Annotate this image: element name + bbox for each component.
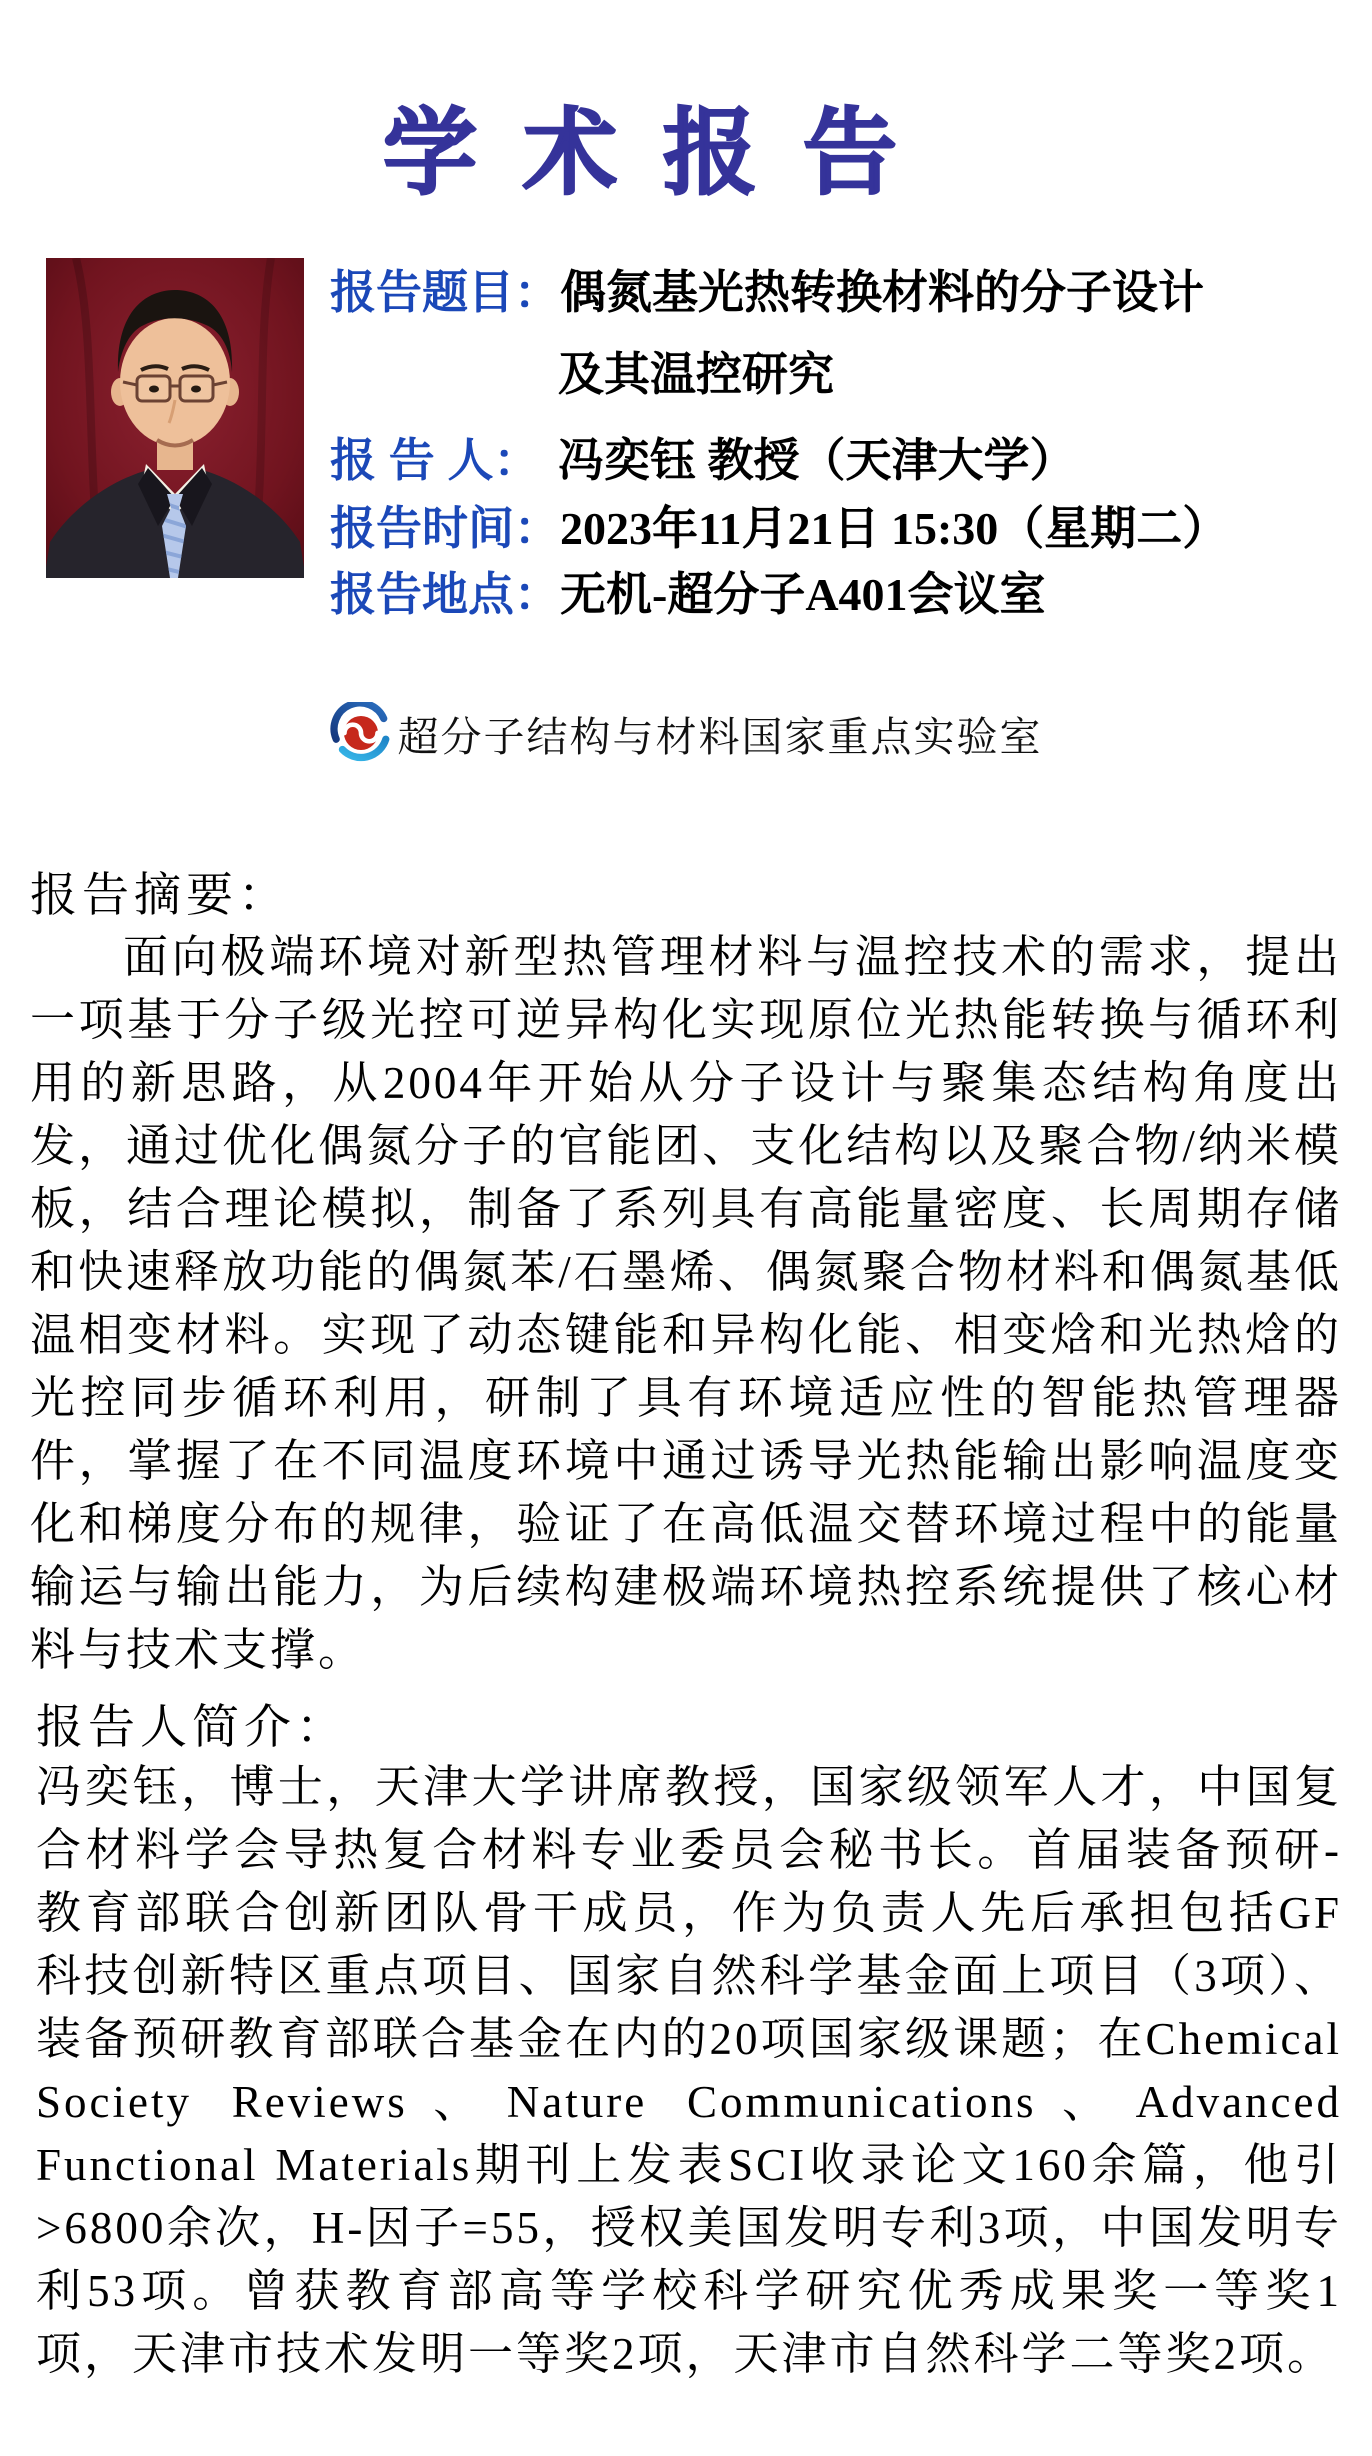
speaker-photo — [46, 258, 304, 578]
report-title-row-continued — [330, 338, 834, 404]
location-value: 无机-超分子A401会议室 — [560, 569, 1046, 620]
abstract-heading: 报告摘要： — [30, 870, 290, 922]
report-title-row — [330, 256, 1204, 322]
report-title-value: 偶氮基光热转换材料的分子设计 — [560, 267, 1204, 318]
speaker-label: 报 告 人： — [330, 434, 540, 486]
speaker-row — [330, 424, 1076, 490]
abstract-body: 面向极端环境对新型热管理材料与温控技术的需求，提出一项基于分子级光控可逆异构化实现原位光热能转换与循环利用的新思路，从2004年开始从分子设计与聚集态结构角度出发，通过优化偶氮分子的官能团、支化结构以及聚合物/纳米模板，结合理论模拟，制备了系列具有高能量密度、长周期存储和快速释放功能的偶氮苯/石墨烯、偶氮聚合物材料和偶氮基低温相变材料。实现了动态键能和异构化能、相变焓和光热焓的光控同步循环利用，研制了具有环境适应性的智能热管理器件，掌握了在不同温度环境中通过诱导光热能输出影响温度变化和梯度分布的规律，验证了在高低温交替环境过程中的能量输运与输出能力，为后续构建极端环境热控系统提供了核心材料与技术支撑。 — [30, 932, 1342, 1675]
report-title-value-line2: 及其温控研究 — [558, 349, 834, 400]
page-title: 学术报告 — [382, 99, 943, 205]
time-label: 报告时间： — [330, 502, 560, 554]
location-label: 报告地点： — [330, 568, 560, 620]
lab-name: 超分子结构与材料国家重点实验室 — [397, 713, 1043, 760]
location-row — [330, 558, 1046, 624]
lab-banner — [0, 702, 1372, 764]
lab-logo-icon — [330, 702, 392, 764]
speaker-value: 冯奕钰 教授（天津大学） — [558, 435, 1076, 486]
time-row — [330, 492, 1228, 558]
report-title-label: 报告题目： — [330, 266, 560, 318]
time-value: 2023年11月21日 15:30（星期二） — [560, 503, 1229, 554]
bio-body: 冯奕钰，博士，天津大学讲席教授，国家级领军人才，中国复合材料学会导热复合材料专业委员会秘书长。首届装备预研-教育部联合创新团队骨干成员，作为负责人先后承担包括GF科技创新特区重点项目、国家自然科学基金面上项目（3项）、装备预研教育部联合基金在内的20项国家级课题；在Chemical Society Reviews、Nature Communications、Advanced Functional Materials期刊上发表SCI收录论文160余篇，他引>6800余次，H-因子=55，授权美国发明专利3项，中国发明专利53项。曾获教育部高等学校科学研究优秀成果奖一等奖1项，天津市技术发明一等奖2项，天津市自然科学二等奖2项。 — [36, 1762, 1342, 2379]
speaker-photo-graphic — [46, 258, 304, 578]
bio-heading: 报告人简介： — [36, 1702, 348, 1754]
